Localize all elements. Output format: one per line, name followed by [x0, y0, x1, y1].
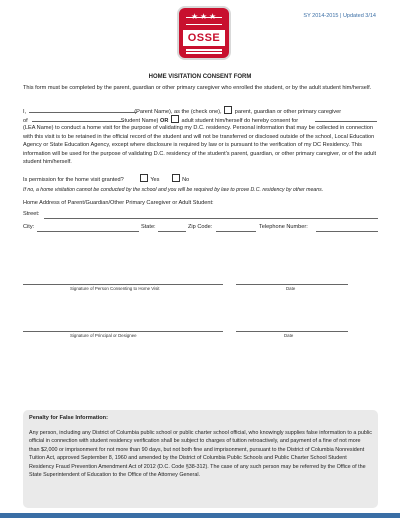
- signature2-field[interactable]: [23, 331, 223, 332]
- phone-field[interactable]: [316, 231, 378, 232]
- parent-checkbox[interactable]: [224, 106, 232, 114]
- osse-logo: [179, 8, 229, 58]
- city-label: City:: [23, 224, 35, 230]
- city-field[interactable]: [37, 231, 139, 232]
- adult-student-checkbox[interactable]: [171, 115, 179, 123]
- date2-field[interactable]: [236, 331, 348, 332]
- permission-question: Is permission for the home visit granted?: [23, 177, 124, 183]
- logo-stripe: [186, 49, 222, 51]
- signature1-label: Signature of Person Consenting to Home Visit: [70, 286, 160, 291]
- street-field[interactable]: [44, 218, 378, 219]
- lea-consent-text: (LEA Name) to conduct a home visit for the purpose of validating my D.C. residency. Personal information that may be collected in connection with this visit is to be retained in the official record of the student and will not be transferred or disclosed outside of the school, Local Education Agency or State Education Agency, except where disclosure is required by law or is pursuant to the verification of my DC Residency. This information will be used for the purpose of validating D.C. residency of the student's parent, guardian, or other primary caregiver, or of the adult student him/herself.: [23, 125, 377, 166]
- permission-note: If no, a home visitation cannot be conducted by the school and you will be required by law to prove D.C. residency by other means.: [23, 187, 324, 193]
- parent-option-label: parent, guardian or other primary caregiver: [234, 109, 342, 115]
- adult-option-label: adult student him/herself do hereby consent for: [181, 118, 299, 124]
- zip-label: Zip Code:: [188, 224, 213, 230]
- state-label: State:: [141, 224, 156, 230]
- yes-label: Yes: [150, 177, 160, 183]
- no-checkbox[interactable]: [172, 174, 180, 182]
- i-label: I,: [23, 109, 27, 115]
- date2-label: Date: [284, 333, 294, 338]
- penalty-text: Any person, including any District of Columbia public school or public charter school official, who knowingly supplies false information to a public official in connection with student residency verification shall be subject to charges of tuition retroactively, and payment of a fine of not more than $2,000 or imprisonment for not more than 90 days, but not both fine and imprisonment, pursuant to the District of Columbia Nonresident Tuition Act, approved September 8, 1960 and amended by the District of Columbia Public Schools and Public Charter School Student Residency Fraud Prevention Amendment Act of 2012 (D.C. Code §38-312). The case of any such person may be referred by the Office of the State Superintendent of Education to the Office of the Attorney General.: [29, 430, 372, 479]
- star-icon: ★: [209, 12, 217, 21]
- logo-stripe: [186, 52, 222, 54]
- address-heading: Home Address of Parent/Guardian/Other Primary Caregiver or Adult Student:: [23, 200, 214, 206]
- no-label: No: [182, 177, 190, 183]
- state-field[interactable]: [158, 231, 186, 232]
- penalty-box: [23, 410, 378, 508]
- street-label: Street:: [23, 211, 40, 217]
- zip-field[interactable]: [216, 231, 256, 232]
- form-title: HOME VISITATION CONSENT FORM: [148, 74, 252, 80]
- logo-text: OSSE: [183, 30, 225, 46]
- parent-name-label: (Parent Name), as the (check one),: [134, 109, 222, 115]
- date1-field[interactable]: [236, 284, 348, 285]
- school-year-label: SY 2014-2015 | Updated 3/14: [303, 13, 376, 19]
- permission-row: [23, 174, 379, 185]
- date1-label: Date: [286, 286, 296, 291]
- phone-label: Telephone Number:: [259, 224, 308, 230]
- star-icon: ★: [200, 12, 208, 21]
- intro-text: This form must be completed by the parent, guardian or other primary caregiver who enrolled the student, or by the adult student him/herself.: [23, 85, 372, 91]
- lea-name-field[interactable]: [315, 121, 377, 122]
- penalty-heading: Penalty for False Information:: [29, 415, 108, 421]
- yes-checkbox[interactable]: [140, 174, 148, 182]
- signature1-field[interactable]: [23, 284, 223, 285]
- parent-name-field[interactable]: [29, 112, 137, 113]
- student-name-label: Student Name): [120, 118, 159, 124]
- footer-bar: [0, 513, 400, 518]
- star-icon: ★: [191, 12, 199, 21]
- student-name-field[interactable]: [32, 121, 124, 122]
- of-label: of: [23, 118, 28, 124]
- or-label: OR: [159, 118, 169, 124]
- signature2-label: Signature of Principal or Designee: [70, 333, 137, 338]
